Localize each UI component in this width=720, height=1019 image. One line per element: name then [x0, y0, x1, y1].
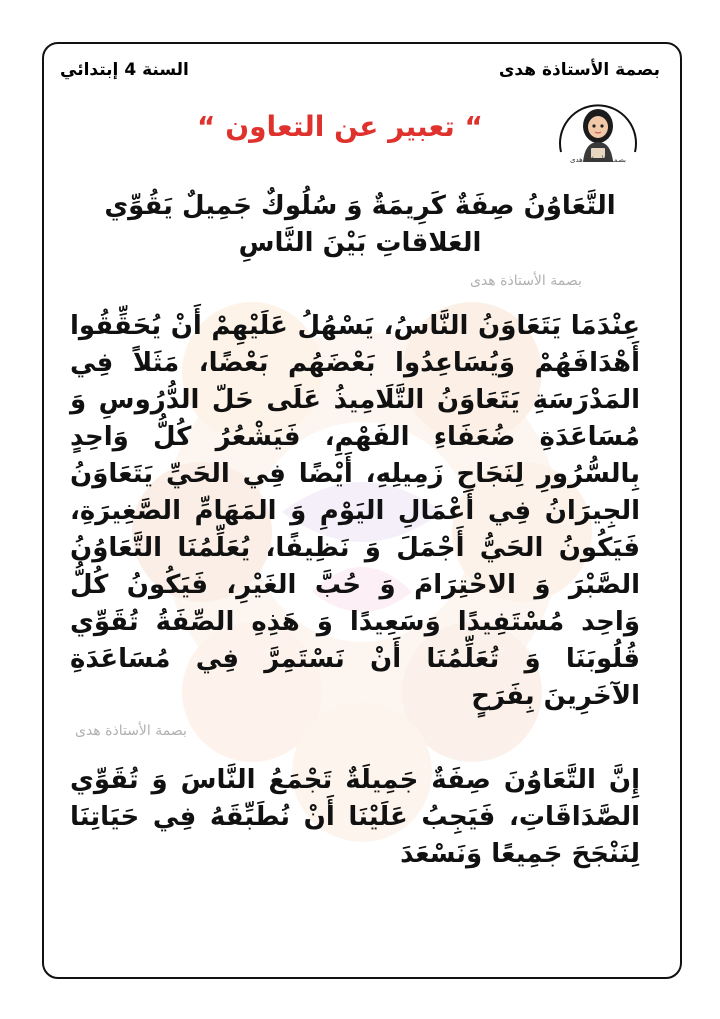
grade-header: السنة 4 إبتدائي [60, 60, 189, 80]
body-paragraph: عِنْدَمَا يَتَعَاوَنُ النَّاسُ، يَسْهُلُ عَلَيْهِمْ أَنْ يُحَقِّقُوا أَهْدَافَهُمْ وَيُسَاعِدُوا بَعْضَهُم بَعْضًا، مَثَلاً فِي المَدْرَسَةِ يَتَعَاوَنُ التَّلَامِيذُ عَلَى حَلّ الدُّرُوسِ وَ مُسَاعَدَةِ ضُعَفَاءِ الفَهْمِ، فَيَشْعُرُ كُلُّ وَاحِدٍ بِالسُّرُورِ لِنَجَاحِ زَمِيلِهِ، أَيْضًا فِي الحَيِّ يَتَعَاوَنُ الجِيرَانُ فِي أَعْمَالِ اليَوْمِ وَ المَهَامِّ الصَّغِيرَةِ، فَيَكُونُ الحَيُّ أَجْمَلَ وَ نَظِيفًا، يُعَلِّمُنَا التَّعَاوُنُ الصَّبْرَ وَ الاحْتِرَامَ وَ حُبَّ الغَيْرِ، فَيَكُونُ كُلُّ وَاحِد مُسْتَفِيدًا وَسَعِيدًا وَ هَذِهِ الصِّفَةُ تُقَوِّي قُلُوبَنَا وَ تُعَلِّمُنَا أَنْ نَسْتَمِرَّ فِي مُسَاعَدَةِ الآخَرِينَ بِفَرَحٍ [70, 311, 640, 711]
author-header: بصمة الأستاذة هدى [498, 60, 660, 80]
watermark-text: بصمة الأستاذة هدى [470, 273, 582, 289]
logo-caption: بصمة الأستاذة هدى [570, 156, 626, 164]
page-title: “ تعبير عن التعاون “ [197, 110, 483, 143]
watermark-text: بصمة الأستاذة هدى [75, 723, 187, 739]
intro-paragraph: التَّعَاوُنُ صِفَةٌ كَرِيمَةٌ وَ سُلُوكٌ جَمِيلٌ يَقُوِّي العَلاقاتِ بَيْنَ النَّاسِ [104, 191, 616, 258]
conclusion-paragraph: إِنَّ التَّعَاوُنَ صِفَةٌ جَمِيلَةٌ تَجْمَعُ النَّاسَ وَ تُقَوِّي الصَّدَاقَاتِ، فَيَجِبُ عَلَيْنَا أَنْ نُطَبِّقَهُ فِي حَيَاتِنَا لِنَنْجَحَ جَمِيعًا وَنَسْعَدَ [70, 765, 640, 869]
